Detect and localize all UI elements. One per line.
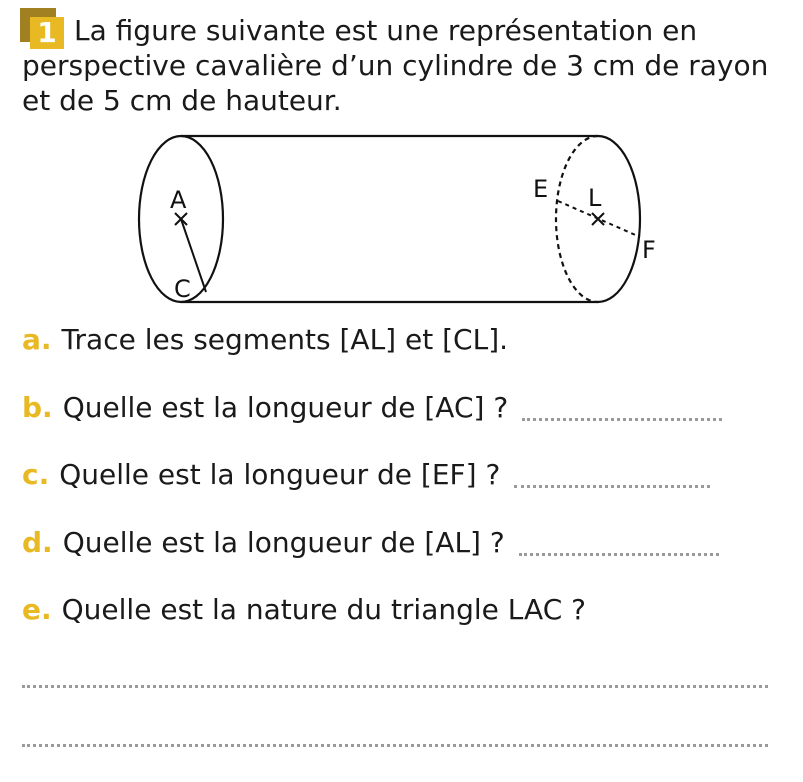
answer-c-dotted-line[interactable]	[514, 483, 710, 488]
label-L: L	[588, 184, 602, 212]
question-a-text: Trace les segments [AL] et [CL].	[61, 323, 509, 356]
question-e-letter: e.	[22, 593, 52, 626]
question-c	[22, 458, 710, 492]
back-base-hidden-arc	[556, 136, 598, 302]
question-b	[22, 391, 722, 425]
point-A-cross	[175, 213, 187, 225]
answer-e-line-2[interactable]	[22, 744, 768, 747]
point-L-cross	[592, 213, 604, 225]
label-C: C	[174, 275, 191, 303]
label-F: F	[642, 236, 656, 264]
question-e-text: Quelle est la nature du triangle LAC ?	[61, 593, 587, 626]
question-b-text: Quelle est la longueur de [AC] ?	[62, 391, 509, 424]
label-E: E	[533, 175, 549, 203]
question-e	[22, 593, 586, 627]
exercise-statement: La figure suivante est une représentation en perspective cavalière d’un cylindre de 3 cm de rayon et de 5 cm de hauteur.	[22, 14, 769, 117]
question-a-letter: a.	[22, 323, 52, 356]
exercise-number: 1	[30, 17, 64, 49]
answer-d-dotted-line[interactable]	[519, 551, 719, 556]
answer-b-dotted-line[interactable]	[522, 416, 722, 421]
answer-e-line-1[interactable]	[22, 685, 768, 688]
label-A: A	[170, 186, 187, 214]
question-b-letter: b.	[22, 391, 53, 424]
question-d	[22, 526, 719, 560]
question-c-letter: c.	[22, 458, 50, 491]
question-d-letter: d.	[22, 526, 53, 559]
question-a	[22, 323, 508, 357]
cylinder-figure	[130, 130, 656, 310]
question-c-text: Quelle est la longueur de [EF] ?	[59, 458, 501, 491]
question-d-text: Quelle est la longueur de [AL] ?	[62, 526, 505, 559]
back-base-visible-arc	[598, 136, 640, 302]
